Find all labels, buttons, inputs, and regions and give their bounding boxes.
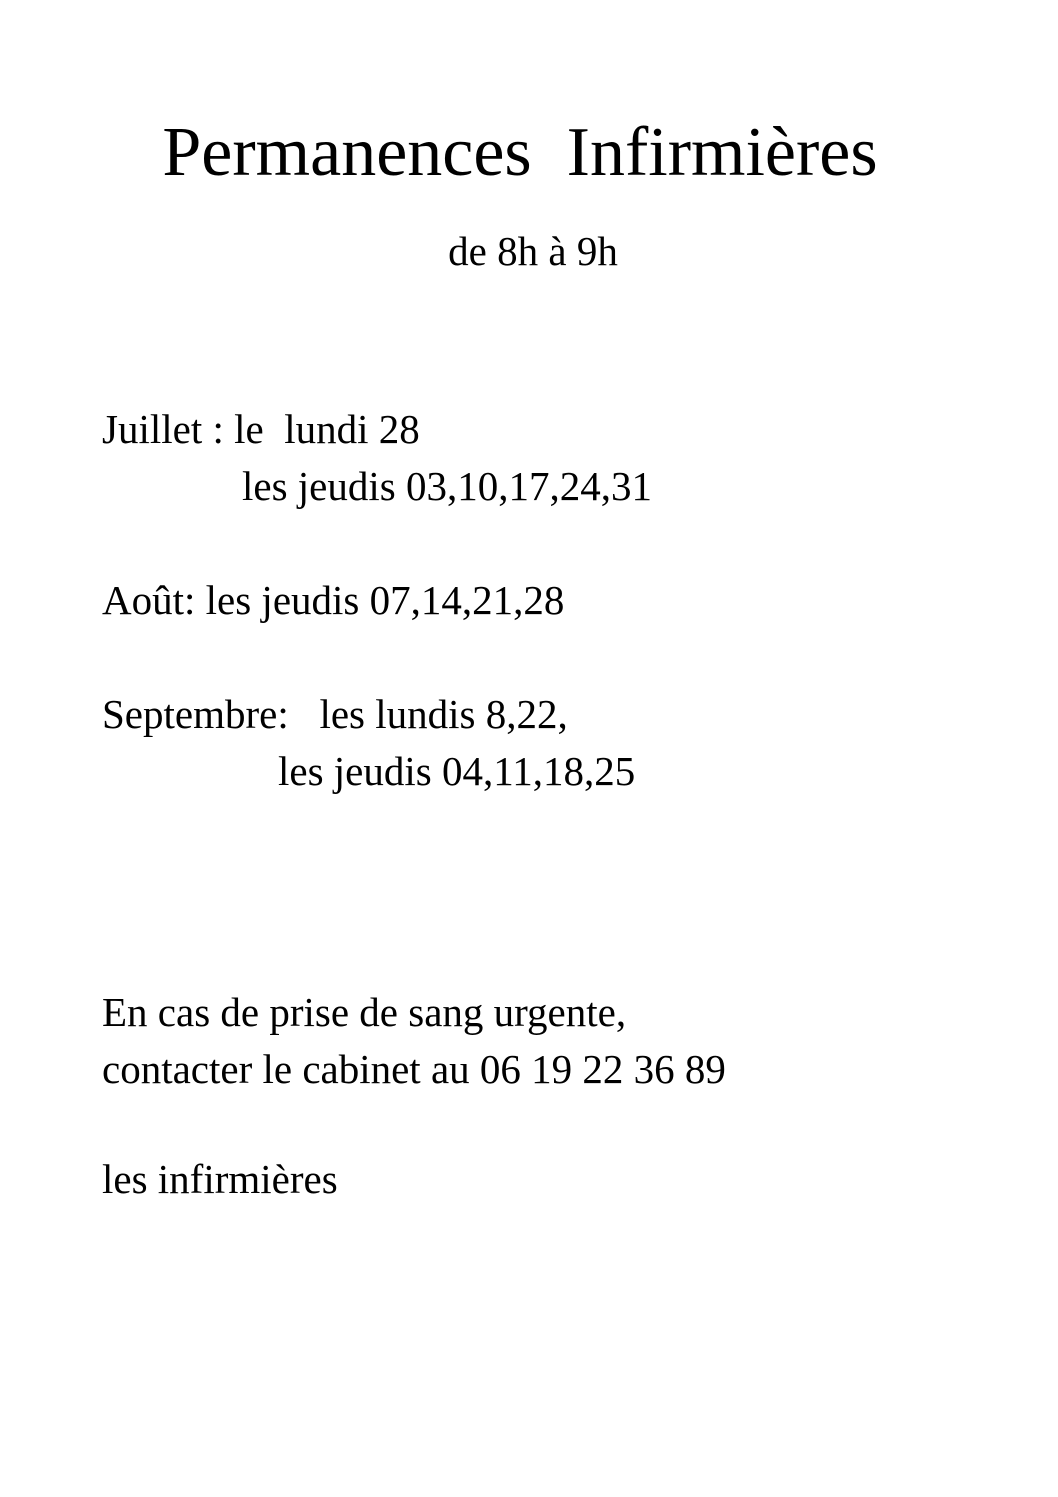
page-title: Permanences Infirmières <box>162 114 878 191</box>
signature: les infirmières <box>102 1156 338 1202</box>
july-schedule-line-2: les jeudis 03,10,17,24,31 <box>242 463 652 509</box>
september-schedule-line-1: Septembre: les lundis 8,22, <box>102 691 568 737</box>
contact-line-2-phone: contacter le cabinet au 06 19 22 36 89 <box>102 1046 726 1092</box>
contact-line-1: En cas de prise de sang urgente, <box>102 989 627 1035</box>
september-schedule-line-2: les jeudis 04,11,18,25 <box>278 748 636 794</box>
july-schedule-line-1: Juillet : le lundi 28 <box>102 406 420 452</box>
page-subtitle-hours: de 8h à 9h <box>448 228 618 274</box>
august-schedule-line: Août: les jeudis 07,14,21,28 <box>102 577 565 623</box>
